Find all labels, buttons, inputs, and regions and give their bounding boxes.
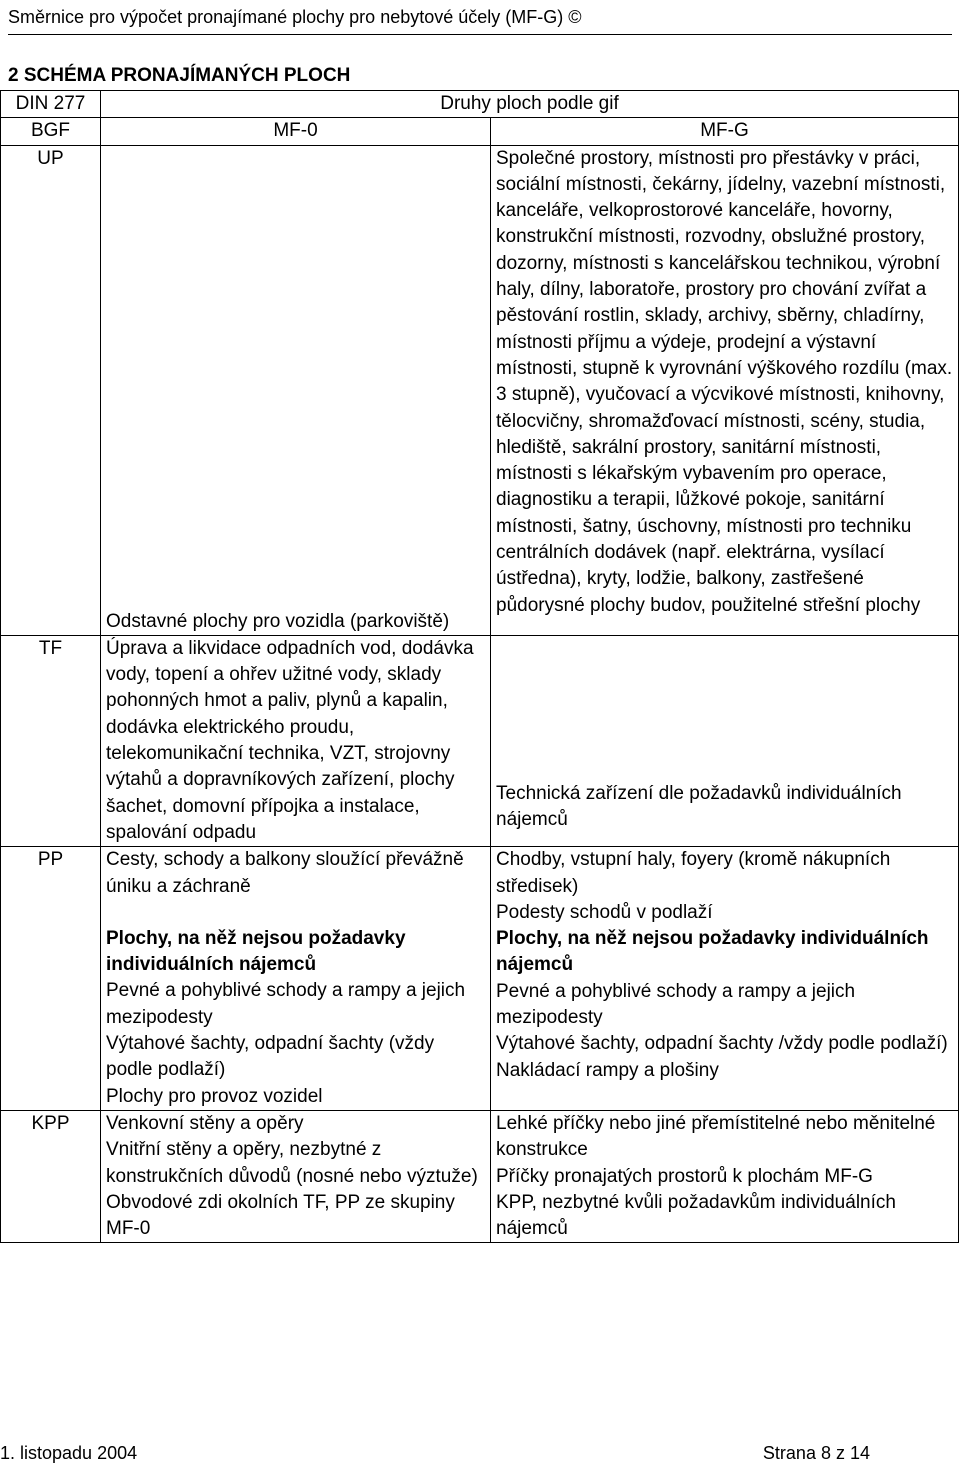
- cell-up-mf0: [101, 145, 491, 635]
- cell-mf0-heading: MF-0: [101, 118, 491, 145]
- area-schema-table: [0, 90, 959, 1243]
- tf-mf0-text: Úprava a likvidace odpadních vod, dodávka vody, topení a ohřev užitné vody, sklady pohonných hmot a paliv, plynů a kapalin, dodávka elektrického proudu, telekomunikační technika, VZT, strojovny výtahů a dopravníkových zařízení, plochy šachet, domovní přípojka a instalace, spalování odpadu: [106, 637, 474, 843]
- kpp-mf0-text-2: Vnitřní stěny a opěry, nezbytné z konstrukčních důvodů (nosné nebo výztuže): [106, 1139, 478, 1187]
- footer-page-number: Strana 8 z 14: [762, 1443, 870, 1463]
- pp-mfg-text-1: Chodby, vstupní haly, foyery (kromě nákupních středisek): [496, 849, 891, 897]
- pp-mfg-bold-heading: Plochy, na něž nejsou požadavky individuálních nájemců: [496, 928, 929, 976]
- document-title: Směrnice pro výpočet pronajímané plochy pro nebytové účely (MF-G) ©: [8, 7, 582, 27]
- footer-date: 1. listopadu 2004: [0, 1443, 138, 1463]
- kpp-mfg-text-3: KPP, nezbytné kvůli požadavkům individuálních nájemců: [496, 1191, 896, 1240]
- kpp-mfg-text-2: Příčky pronajatých prostorů k plochám MF-G: [496, 1165, 873, 1187]
- document-header: [8, 0, 952, 35]
- cell-up-mfg: [491, 145, 959, 635]
- pp-mfg-text-3: Pevné a pohyblivé schody a rampy a jejich mezipodesty: [496, 980, 856, 1029]
- pp-mf0-text-3: Výtahové šachty, odpadní šachty (vždy podle podlaží): [106, 1033, 435, 1081]
- cell-area-types-heading: Druhy ploch podle gif: [101, 91, 959, 118]
- cell-tf-label: TF: [1, 635, 101, 846]
- pp-mfg-text-4: Výtahové šachty, odpadní šachty /vždy podle podlaží): [496, 1033, 948, 1055]
- up-mf0-text: Odstavné plochy pro vozidla (parkoviště): [106, 610, 450, 632]
- cell-kpp-mfg: [491, 1110, 959, 1242]
- cell-pp-label: PP: [1, 847, 101, 1111]
- up-mfg-text: Společné prostory, místnosti pro přestávky v práci, sociální místnosti, čekárny, jídelny, vazební místnosti, kanceláře, velkoprostorové kanceláře, hovorny, konstrukční místnosti, rozvodny, obslužné prostory, dozorny, místnosti s kancelářskou technikou, výrobní haly, dílny, laboratoře, prostory pro chování zvířat a pěstování rostlin, sklady, archivy, sběrny, chladírny, místnosti příjmu a výdeje, prodejní a výstavní místnosti, stupně k vyrovnání výškového rozdílu (max. 3 stupně), vyučovací a výcvikové místnosti, knihovny, tělocvičny, shromažďovací místnosti, scény, studia, hlediště, sakrální prostory, sanitární místnosti, místnosti s lékařským vybavením pro operace, diagnostiku a terapii, lůžkové pokoje, sanitární místnosti, šatny, úschovny, místnosti pro techniku centrálních dodávek (např. elektrárna, vysílací ústředna), kryty, lodžie, balkony, zastřešené půdorysné plochy budov, použitelné střešní plochy: [496, 147, 953, 616]
- table-row-tf: [1, 635, 959, 846]
- table-row-bgf: [1, 118, 959, 145]
- pp-mf0-text-1: Cesty, schody a balkony sloužící převážně úniku a záchraně: [106, 849, 464, 897]
- pp-mf0-text-4: Plochy pro provoz vozidel: [106, 1085, 323, 1107]
- cell-tf-mf0: [101, 635, 491, 846]
- cell-tf-mfg: [491, 635, 959, 846]
- cell-bgf-label: BGF: [1, 118, 101, 145]
- cell-kpp-label: KPP: [1, 1110, 101, 1242]
- cell-din-label: DIN 277: [1, 91, 101, 118]
- cell-mfg-heading: MF-G: [491, 118, 959, 145]
- pp-mfg-text-5: Nakládací rampy a plošiny: [496, 1059, 719, 1081]
- table-row-up: [1, 145, 959, 635]
- pp-mf0-bold-heading: Plochy, na něž nejsou požadavky individuálních nájemců: [106, 927, 406, 976]
- cell-pp-mfg: [491, 847, 959, 1111]
- pp-mfg-text-2: Podesty schodů v podlaží: [496, 901, 713, 923]
- table-row-din: [1, 91, 959, 118]
- cell-pp-mf0: [101, 847, 491, 1111]
- table-row-kpp: [1, 1110, 959, 1242]
- pp-mf0-text-2: Pevné a pohyblivé schody a rampy a jejich mezipodesty: [106, 980, 466, 1028]
- kpp-mf0-text-1: Venkovní stěny a opěry: [106, 1112, 304, 1134]
- kpp-mfg-text-1: Lehké příčky nebo jiné přemístitelné nebo měnitelné konstrukce: [496, 1112, 936, 1161]
- tf-mfg-text: Technická zařízení dle požadavků individuálních nájemců: [496, 782, 902, 831]
- section-title: 2 SCHÉMA PRONAJÍMANÝCH PLOCH: [8, 65, 351, 86]
- table-row-pp: [1, 847, 959, 1111]
- cell-kpp-mf0: [101, 1110, 491, 1242]
- cell-up-label: UP: [1, 145, 101, 635]
- kpp-mf0-text-3: Obvodové zdi okolních TF, PP ze skupiny MF-0: [106, 1191, 455, 1240]
